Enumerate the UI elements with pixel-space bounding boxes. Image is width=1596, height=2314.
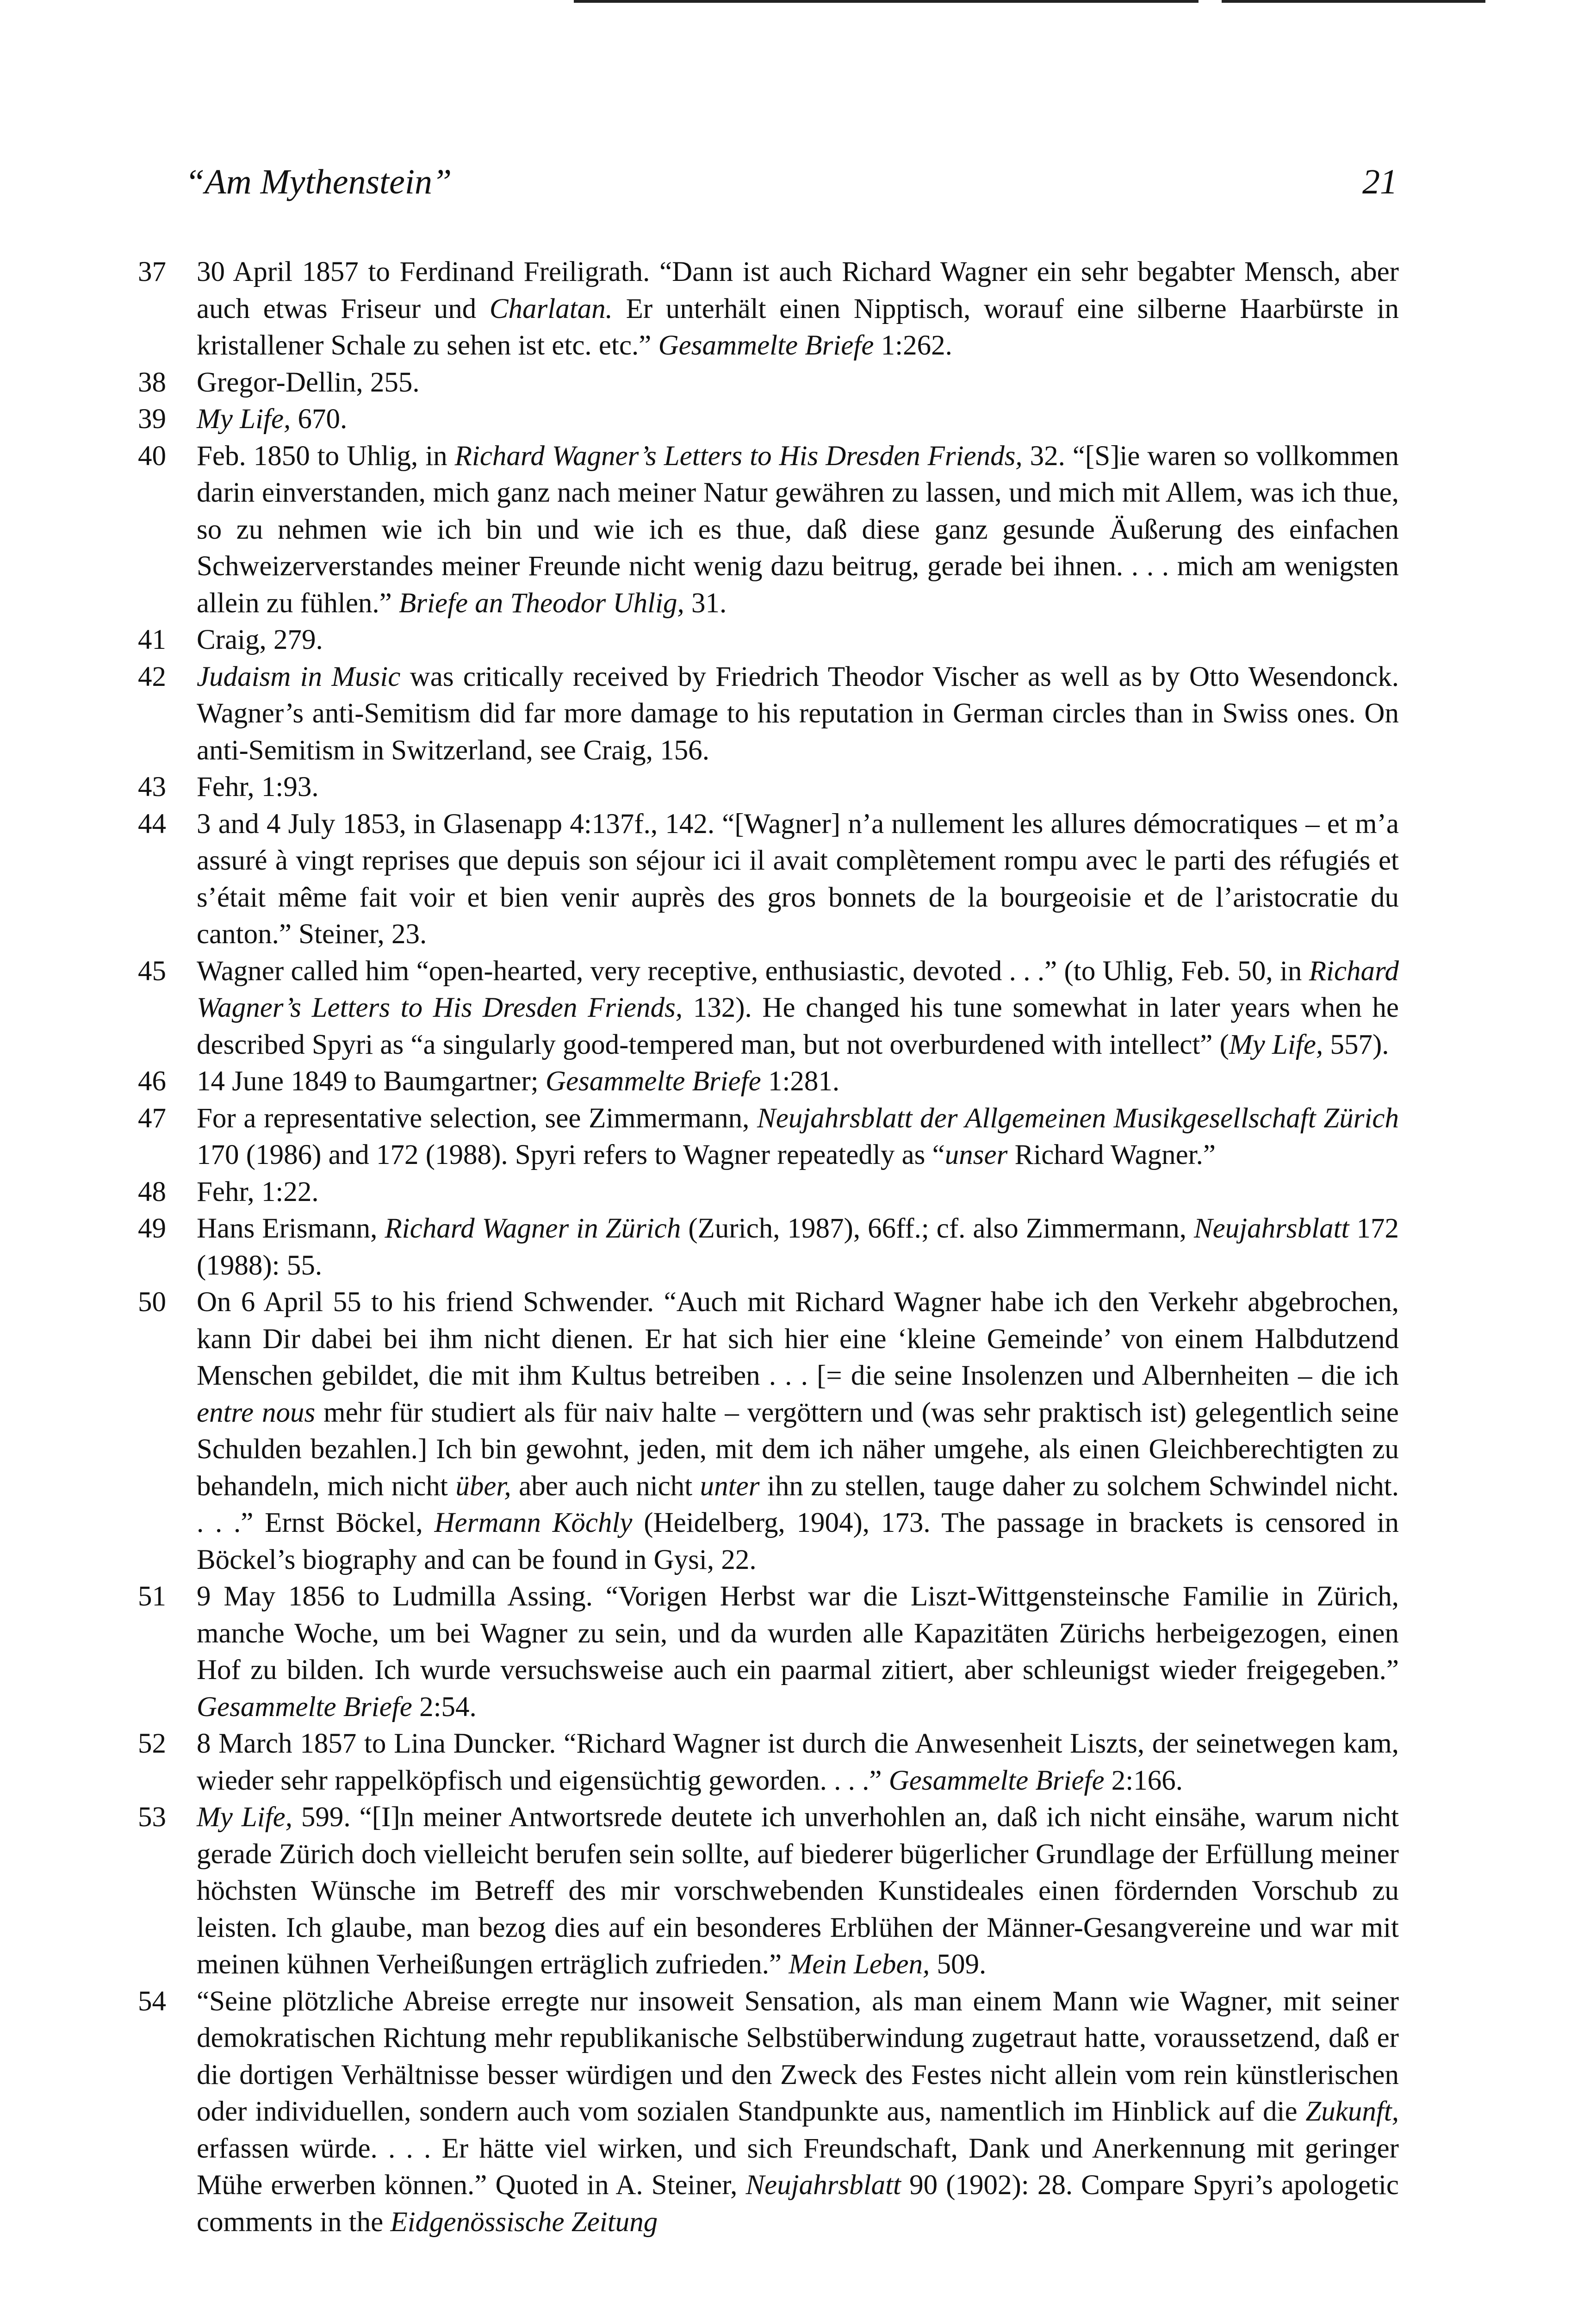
- endnote-italic-text: Richard Wagner’s Letters to His Dresden Friends,: [454, 440, 1023, 472]
- endnote: [138, 1725, 1399, 1799]
- endnote-text: mehr für studiert als für naiv halte – vergöttern und (was sehr praktisch ist) gelegentlich seine Schulden bezahlen.] Ich bin gewohnt, jeden, mit dem ich näher umgehe, als einen Gleichberechtigten zu behandeln, mich nicht: [197, 1397, 1399, 1502]
- endnote-text: Feb. 1850 to Uhlig, in: [197, 440, 455, 472]
- endnote-text: 172 (1988): 55.: [197, 1213, 1399, 1281]
- endnote-text: 1:281.: [761, 1066, 840, 1097]
- endnote-text: 670.: [291, 404, 348, 435]
- endnote-number: 52: [138, 1728, 166, 1759]
- endnote-text: was critically received by Friedrich Theodor Vischer as well as by Otto Wesendonck. Wagner’s anti-Semitism did far more damage to his reputation in German circles than in Swiss ones. On anti-Semitism in Switzerland, see Craig, 156.: [197, 661, 1399, 766]
- endnote-text: 90 (1902): 28. Compare Spyri’s apologetic comments in the: [197, 2170, 1399, 2238]
- endnote-text: 8 March 1857 to Lina Duncker. “Richard Wagner ist durch die Anwesenheit Liszts, der seinetwegen kam, wieder sehr rappelköpfisch und eigensüchtig geworden. . . .”: [197, 1728, 1399, 1796]
- running-title: “Am Mythenstein”: [185, 162, 452, 201]
- endnote-italic-text: My Life,: [1229, 1029, 1323, 1060]
- endnote-text: aber auch nicht: [511, 1470, 700, 1502]
- endnote-text: Wagner called him “open-hearted, very receptive, enthusiastic, devoted . . .” (to Uhlig, Feb. 50, in: [197, 955, 1309, 987]
- endnote-number: 53: [138, 1802, 166, 1833]
- endnote-italic-text: Gesammelte Briefe: [888, 1765, 1105, 1796]
- endnote-text: 557).: [1323, 1029, 1389, 1060]
- endnote-text: “Seine plötzliche Abreise erregte nur insoweit Sensation, als man einem Mann wie Wagner, mit seiner demokratischen Richtung mehr republikanische Selbstüberwindung zugetraut hatte, voraussetzend, daß er die dortigen Verhältnisse besser würdigen und den Zweck des Festes nicht allein vom rein künstlerischen oder individuellen, sondern auch vom sozialen Standpunkte aus, namentlich im Hinblick auf die: [197, 1985, 1399, 2127]
- endnote: [138, 1100, 1399, 1174]
- endnote-italic-text: Judaism in Music: [197, 661, 401, 692]
- endnote-text: Er unterhält einen Nipptisch, worauf eine silberne Haarbürste in kristallener Schale zu sehen ist etc. etc.”: [197, 293, 1399, 361]
- endnote-number: 41: [138, 624, 166, 655]
- endnote-italic-text: Briefe an Theodor Uhlig,: [398, 587, 684, 619]
- endnote-number: 50: [138, 1287, 166, 1318]
- endnote-italic-text: Hermann Köchly: [434, 1507, 633, 1538]
- endnote-text: 599. “[I]n meiner Antwortsrede deutete ich unverhohlen an, daß ich nicht einsähe, warum nicht gerade Zürich doch vielleicht berufen sein sollte, auf biederer bügerlicher Grundlage der Erfüllung meiner höchsten Wünsche im Betreff des mir vorschwebenden Kunstideales einen fördernden Vorschub zu leisten. Ich glaube, man bezog dies auf ein besonderes Erblühen der Männer-Gesangvereine und war mit meinen kühnen Verheißungen erträglich zufrieden.”: [197, 1802, 1399, 1980]
- endnote: [138, 438, 1399, 622]
- endnote-text: Fehr, 1:93.: [197, 771, 319, 802]
- endnote-number: 45: [138, 955, 166, 987]
- endnote: [138, 364, 1399, 401]
- endnote-number: 46: [138, 1066, 166, 1097]
- endnote: [138, 622, 1399, 659]
- top-rule-left: [574, 0, 1199, 3]
- endnote-text: 2:166.: [1104, 1765, 1183, 1796]
- endnote-text: On 6 April 55 to his friend Schwender. “Auch mit Richard Wagner habe ich den Verkehr abgebrochen, kann Dir dabei bei ihm nicht dienen. Er hat sich hier eine ‘kleine Gemeinde’ von einem Halbdutzend Menschen gebildet, die mit ihm Kultus betreiben . . . [= die seine Insolenzen und Albernheiten – die ich: [197, 1287, 1399, 1391]
- endnote-italic-text: Zukunft,: [1305, 2096, 1399, 2127]
- endnote-italic-text: Richard Wagner in Zürich: [385, 1213, 681, 1244]
- endnote-italic-text: My Life,: [197, 1802, 292, 1833]
- endnote-number: 38: [138, 367, 166, 398]
- endnote-text: 3 and 4 July 1853, in Glasenapp 4:137f., 142. “[Wagner] n’a nullement les allures démocratiques – et m’a assuré à vingt reprises que depuis son séjour ici il avait complètement rompu avec le parti des réfugiés et s’était même fait voir et bien venir auprès des gros bonnets de la bourgeoisie et de l’aristocratie du canton.” Steiner, 23.: [197, 808, 1399, 950]
- endnote-italic-text: Neujahrsblatt: [745, 2170, 901, 2201]
- endnote: [138, 1578, 1399, 1725]
- endnote-number: 37: [138, 256, 166, 287]
- endnote-italic-text: unser: [944, 1139, 1008, 1170]
- endnote-number: 42: [138, 661, 166, 692]
- endnote: [138, 254, 1399, 364]
- endnote-italic-text: Neujahrsblatt der Allgemeinen Musikgesellschaft Zürich: [757, 1102, 1399, 1134]
- endnote-text: Richard Wagner.”: [1007, 1139, 1216, 1170]
- endnote-italic-text: My Life,: [197, 404, 291, 435]
- endnote-number: 49: [138, 1213, 166, 1244]
- endnote-text: For a representative selection, see Zimmermann,: [197, 1102, 758, 1134]
- endnote-text: 2:54.: [412, 1691, 477, 1723]
- endnote-text: (Heidelberg, 1904), 173. The passage in brackets is censored in Böckel’s biography and can be found in Gysi, 22.: [197, 1507, 1399, 1575]
- endnote-text: Fehr, 1:22.: [197, 1176, 319, 1207]
- endnote: [138, 1210, 1399, 1284]
- endnote-italic-text: Gesammelte Briefe: [197, 1691, 412, 1723]
- endnote-number: 39: [138, 404, 166, 435]
- endnote-text: 32. “[S]ie waren so vollkommen darin einverstanden, mich ganz nach meiner Natur gewähren zu lassen, und mich mit Allem, was ich thue, so zu nehmen wie ich bin und wie ich es thue, daß diese ganz gesunde Äußerung des einfachen Schweizerverstandes meiner Freunde nicht wenig dazu beitrug, gerade bei ihnen. . . . mich am wenigsten allein zu fühlen.”: [197, 440, 1399, 619]
- endnote-italic-text: Gesammelte Briefe: [658, 330, 874, 361]
- endnote-text: 14 June 1849 to Baumgartner;: [197, 1066, 546, 1097]
- endnote-italic-text: Eidgenössische Zeitung: [390, 2206, 658, 2238]
- endnote-text: Craig, 279.: [197, 624, 323, 655]
- endnote-italic-text: Neujahrsblatt: [1193, 1213, 1349, 1244]
- endnote-number: 43: [138, 771, 166, 802]
- endnote: [138, 659, 1399, 769]
- endnote-text: 9 May 1856 to Ludmilla Assing. “Vorigen Herbst war die Liszt-Wittgensteinsche Familie in Zürich, manche Woche, um bei Wagner zu sein, und da wurden alle Kapazitäten Zürichs herbeigezogen, einen Hof zu bilden. Ich wurde versuchsweise auch ein paarmal zitiert, aber schleunigst wieder freigegeben.”: [197, 1581, 1399, 1686]
- endnote-italic-text: unter: [700, 1470, 760, 1502]
- page-number: 21: [1362, 162, 1397, 201]
- endnote-text: 509.: [930, 1949, 987, 1980]
- endnote-number: 47: [138, 1102, 166, 1134]
- endnote: [138, 1063, 1399, 1100]
- endnote-text: 30 April 1857 to Ferdinand Freiligrath. “Dann ist auch Richard Wagner ein sehr begabter Mensch, aber auch etwas Friseur und: [197, 256, 1399, 324]
- endnote-italic-text: Mein Leben,: [789, 1949, 930, 1980]
- endnote-number: 48: [138, 1176, 166, 1207]
- endnote: [138, 1983, 1399, 2241]
- endnote-number: 44: [138, 808, 166, 840]
- endnote-number: 54: [138, 1985, 166, 2017]
- endnote-text: 31.: [684, 587, 727, 619]
- endnote-italic-text: Richard Wagner’s Letters to His Dresden Friends,: [197, 955, 1399, 1023]
- endnote: [138, 769, 1399, 806]
- endnote-italic-text: über,: [455, 1470, 511, 1502]
- endnote-italic-text: Charlatan.: [489, 293, 613, 324]
- endnote: [138, 401, 1399, 438]
- endnote: [138, 1174, 1399, 1211]
- endnote-text: Hans Erismann,: [197, 1213, 385, 1244]
- endnote: [138, 806, 1399, 953]
- endnote-text: 1:262.: [874, 330, 952, 361]
- endnote-italic-text: Gesammelte Briefe: [545, 1066, 761, 1097]
- endnote-text: erfassen würde. . . . Er hätte viel wirken, und sich Freundschaft, Dank und Anerkennung mit geringer Mühe erwerben können.” Quoted in A. Steiner,: [197, 2133, 1399, 2201]
- endnote-text: (Zurich, 1987), 66ff.; cf. also Zimmermann,: [681, 1213, 1194, 1244]
- endnote: [138, 953, 1399, 1064]
- endnote-italic-text: entre nous: [197, 1397, 316, 1428]
- top-rule-right: [1222, 0, 1485, 3]
- endnote-text: ihn zu stellen, tauge daher zu solchem Schwindel nicht. . . .” Ernst Böckel,: [197, 1470, 1399, 1538]
- endnote-text: 170 (1986) and 172 (1988). Spyri refers to Wagner repeatedly as “: [197, 1139, 945, 1170]
- endnotes-list: [138, 254, 1399, 2240]
- endnote: [138, 1799, 1399, 1983]
- page-header: [185, 162, 1397, 213]
- endnote: [138, 1284, 1399, 1578]
- endnote-text: Gregor-Dellin, 255.: [197, 367, 420, 398]
- endnote-text: 132). He changed his tune somewhat in later years when he described Spyri as “a singularly good-tempered man, but not overburdened with intellect” (: [197, 992, 1399, 1060]
- endnote-number: 51: [138, 1581, 166, 1612]
- endnote-number: 40: [138, 440, 166, 472]
